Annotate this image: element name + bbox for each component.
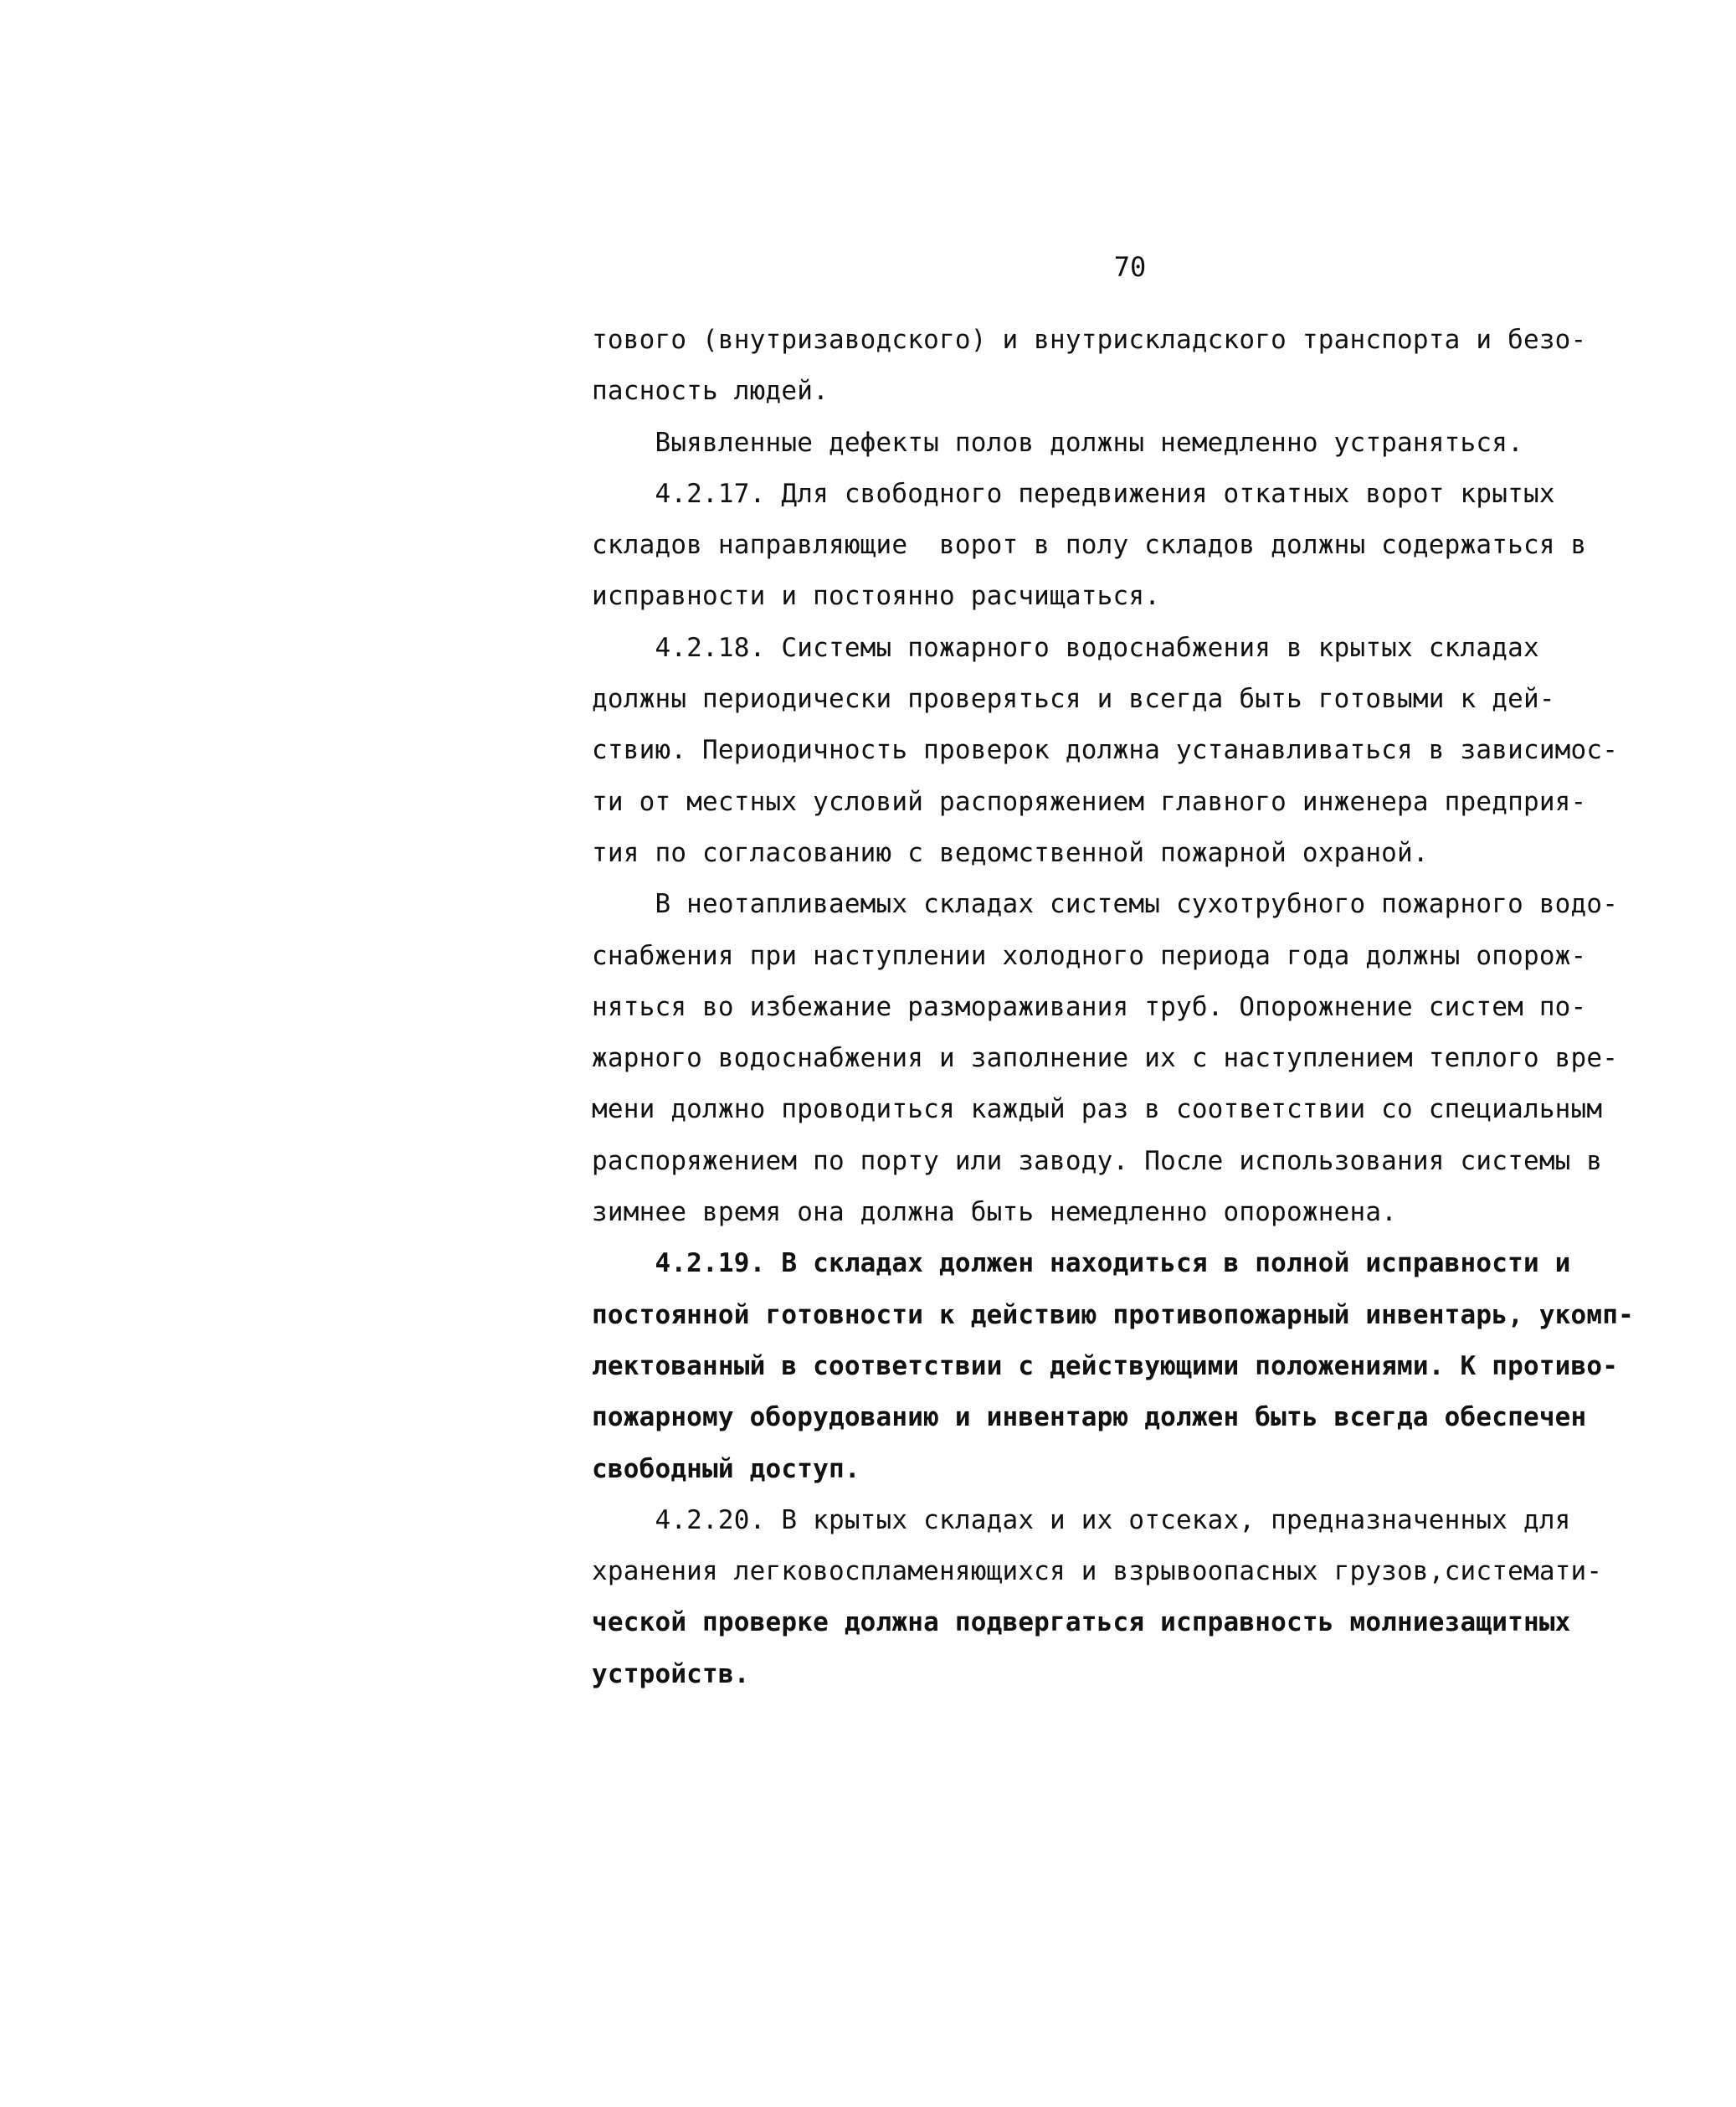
page-number: 70 [1113, 251, 1147, 283]
text-line: В неотапливаемых складах системы сухотрубного пожарного водо- [592, 889, 1619, 920]
text-line: ческой проверке должна подвергаться исправность молниезащитных [592, 1607, 1571, 1638]
text-line: Выявленные дефекты полов должны немедленно устраняться. [592, 427, 1523, 458]
text-line: распоряжением по порту или заводу. После использования системы в [592, 1145, 1603, 1176]
text-line: мени должно проводиться каждый раз в соответствии со специальным [592, 1094, 1603, 1125]
text-line: ти от местных условий распоряжением главного инженера предприя- [592, 786, 1587, 817]
text-line: 4.2.20. В крытых складах и их отсеках, предназначенных для [592, 1504, 1571, 1535]
text-line: исправности и постоянно расчищаться. [592, 581, 1161, 612]
text-line: хранения легковоспламеняющихся и взрывоопасных грузов,системати- [592, 1556, 1603, 1587]
text-line: свободный доступ. [592, 1453, 860, 1484]
text-line: пожарному оборудованию и инвентарю должен быть всегда обеспечен [592, 1402, 1587, 1433]
text-line: 4.2.17. Для свободного передвижения откатных ворот крытых [592, 478, 1555, 509]
text-line: 4.2.19. В складах должен находиться в полной исправности и [592, 1248, 1571, 1279]
text-line: лектованный в соответствии с действующими положениями. К противо- [592, 1350, 1619, 1381]
text-line: складов направляющие ворот в полу складов должны содержаться в [592, 530, 1587, 561]
text-line: 4.2.18. Системы пожарного водоснабжения в крытых складах [592, 632, 1539, 663]
text-line: зимнее время она должна быть немедленно опорожнена. [592, 1197, 1398, 1228]
text-line: должны периодически проверяться и всегда быть готовыми к дей- [592, 684, 1555, 715]
text-line: постоянной готовности к действию противопожарный инвентарь, укомп- [592, 1299, 1634, 1330]
text-line: ствию. Периодичность проверок должна устанавливаться в зависимос- [592, 735, 1619, 766]
body-text [592, 315, 1663, 1700]
text-line: тового (внутризаводского) и внутрискладского транспорта и безо- [592, 325, 1587, 355]
text-line: пасность людей. [592, 376, 829, 407]
text-line: няться во избежание размораживания труб. Опорожнение систем по- [592, 991, 1587, 1022]
text-line: устройств. [592, 1658, 750, 1689]
text-line: снабжения при наступлении холодного периода года должны опорож- [592, 940, 1587, 971]
text-line: тия по согласованию с ведомственной пожарной охраной. [592, 837, 1429, 868]
text-line: жарного водоснабжения и заполнение их с наступлением теплого вре- [592, 1043, 1619, 1074]
